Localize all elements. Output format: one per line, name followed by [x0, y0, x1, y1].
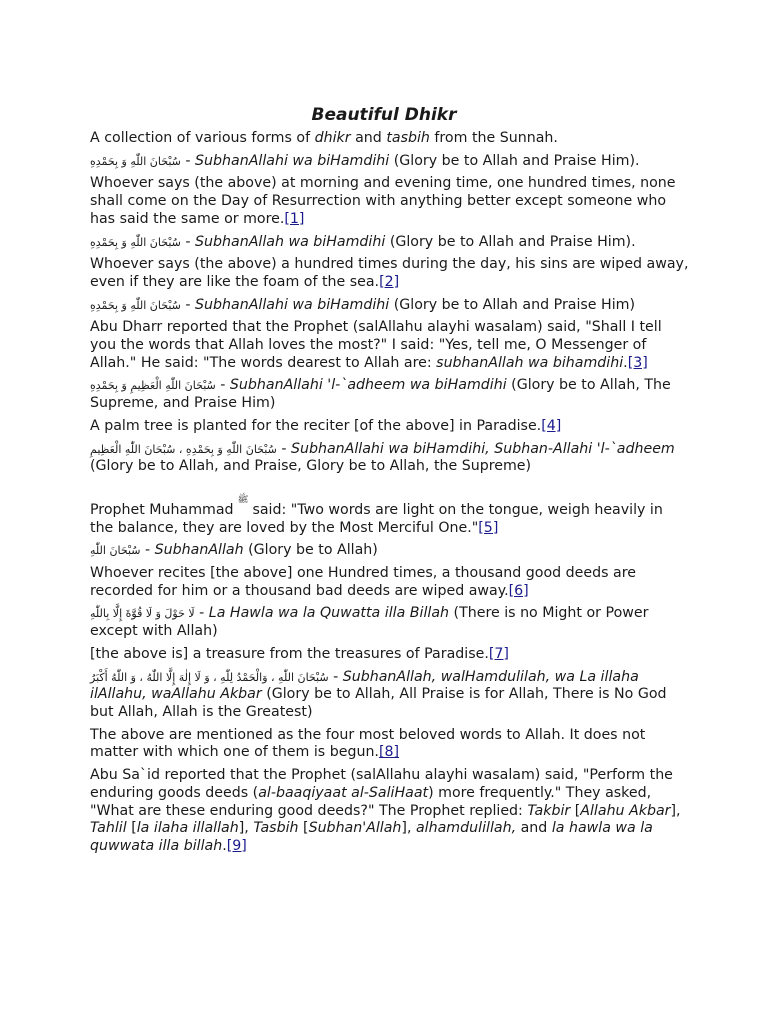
arabic-text: سُبْحَانَ اللّٰهِ وَ بِحَمْدِهِ [90, 154, 181, 168]
salutation-glyph: ﷺ [237, 494, 249, 505]
paragraph-text: ], [670, 802, 681, 819]
footnote-link-2[interactable]: [2] [379, 273, 400, 290]
arabic-text: سُبْحَانَ اللّٰهِ [90, 544, 141, 558]
italic-term: alhamdulillah, [415, 820, 517, 837]
dhikr-line-6 [90, 542, 690, 560]
footnote-link-3[interactable]: [3] [627, 354, 648, 371]
paragraph-text: Whoever recites [the above] one Hundred times, a thousand good deeds are recorded for him or a thousand bad deeds are wiped away. [90, 565, 636, 599]
translation: (Glory be to Allah, All Praise is for Allah, There is No God but Allah, Allah is the Greatest) [90, 686, 667, 720]
separator: - [180, 152, 196, 169]
paragraph-text: Prophet Muhammad [90, 501, 234, 518]
paragraph-text: [ [126, 820, 137, 837]
dhikr-line-7 [90, 605, 690, 640]
paragraph-text: ], [401, 820, 416, 837]
arabic-text: سُبْحَانَ اللّٰهِ وَ بِحَمْدِهِ [90, 298, 181, 312]
translation: (Glory be to Allah, The Supreme, and Praise Him) [90, 377, 671, 412]
transliteration: SubhanAllahi wa biHamdihi, Subhan-Allahi 'l-`adheem [290, 440, 675, 457]
hadith-paragraph-5 [90, 495, 690, 537]
paragraph-text: Abu Dharr reported that the Prophet (salAllahu alayhi wasalam) said, "Shall I tell you the words that Allah loves the most?" I said: "Yes, tell me, O Messenger of Allah." He said: "The words dearest to Allah are: [90, 319, 662, 371]
dhikr-line-8 [90, 669, 690, 722]
separator: - [328, 668, 343, 685]
footnote-link-5[interactable]: [5] [478, 519, 499, 536]
paragraph-text: [ [298, 820, 309, 837]
paragraph-text: Whoever says (the above) at morning and evening time, one hundred times, none shall come on the Day of Resurrection with anything better except someone who has said the same or more. [90, 175, 676, 227]
arabic-text: سُبْحَانَ اللّٰهِ وَ بِحَمْدِهِ ، سُبْحَانَ اللّٰهِ الْعَظِيمِ [90, 442, 277, 456]
hadith-paragraph-4 [90, 418, 690, 436]
dhikr-line-2 [90, 234, 690, 252]
document-body [90, 130, 690, 861]
separator: - [140, 542, 155, 559]
dhikr-line-5 [90, 441, 690, 476]
transliteration: SubhanAllahi wa biHamdihi [195, 296, 390, 313]
arabic-text: سُبْحَانَ اللّٰهِ وَ بِحَمْدِهِ [90, 235, 181, 249]
italic-term: Tasbih [253, 820, 299, 837]
hadith-paragraph-6 [90, 565, 690, 600]
italic-term: al-baaqiyaat al-SaliHaat [258, 784, 429, 801]
transliteration: SubhanAllah [154, 542, 244, 559]
footnote-link-1[interactable]: [1] [284, 210, 305, 227]
footnote-link-6[interactable]: [6] [508, 582, 529, 599]
separator: - [215, 377, 230, 394]
term-tasbih: tasbih [386, 130, 430, 146]
dhikr-line-1 [90, 153, 690, 171]
separator: - [276, 440, 291, 457]
translation: (Glory be to Allah) [243, 542, 378, 559]
footnote-link-4[interactable]: [4] [541, 417, 562, 434]
intro-text: A collection of various forms of [90, 130, 315, 146]
arabic-text: سُبْحَانَ اللّٰهِ ، وَالْحَمْدُ لِلّٰهِ ، وَ لَا إِلٰهَ إِلَّا اللّٰهُ ، وَ اللّٰهُ أَكْبَرُ [90, 670, 329, 684]
dhikr-line-4 [90, 377, 690, 412]
transliteration: SubhanAllah, walHamdulilah, wa La illaha ilAllahu, waAllahu Akbar [90, 668, 639, 703]
separator: - [180, 233, 196, 250]
paragraph-text: [ [570, 802, 581, 819]
paragraph-text: Abu Sa`id reported that the Prophet (salAllahu alayhi wasalam) said, "Perform the enduring goods deeds ( [90, 767, 673, 801]
separator: - [180, 296, 196, 313]
transliteration: SubhanAllah wa biHamdihi [195, 233, 386, 250]
transliteration: SubhanAllahi 'l-`adheem wa biHamdihi [229, 377, 507, 394]
transliteration: La Hawla wa la Quwatta illa Billah [208, 605, 450, 622]
hadith-paragraph-9 [90, 767, 690, 856]
intro-text: and [350, 130, 387, 146]
italic-term: Allahu Akbar [580, 802, 671, 819]
translation: (Glory be to Allah and Praise Him) [389, 296, 636, 313]
hadith-paragraph-8 [90, 727, 690, 762]
italic-term: la hawla wa la quwwata illa billah [90, 820, 653, 854]
italic-term: la ilaha illallah [136, 820, 239, 837]
paragraph-text: The above are mentioned as the four most beloved words to Allah. It does not matter with which one of them is begun. [90, 726, 646, 761]
paragraph-text: ) more frequently." They asked, "What are these enduring good deeds?" The Prophet replied: [90, 784, 652, 819]
paragraph-text: said: "Two words are light on the tongue, weigh heavily in the balance, they are loved by the Most Merciful One." [90, 501, 663, 536]
hadith-paragraph-2 [90, 256, 690, 291]
paragraph-text: . [222, 837, 227, 854]
footnote-link-9[interactable]: [9] [226, 837, 247, 854]
arabic-text: سُبْحَانَ اللّٰهِ الْعَظِيمِ وَ بِحَمْدِهِ [90, 379, 216, 393]
footnote-link-8[interactable]: [8] [378, 744, 400, 761]
intro-paragraph [90, 130, 690, 148]
page-title: Beautiful Dhikr [311, 105, 457, 125]
intro-text: from the Sunnah. [429, 130, 558, 146]
translation: (Glory be to Allah, and Praise, Glory be to Allah, the Supreme) [90, 458, 532, 475]
paragraph-text: [the above is] a treasure from the treasures of Paradise. [90, 645, 489, 662]
dhikr-line-3 [90, 297, 690, 315]
hadith-paragraph-7 [90, 646, 690, 664]
translation: (Glory be to Allah and Praise Him). [389, 152, 640, 169]
spacer [90, 481, 690, 495]
italic-term: Tahlil [90, 820, 127, 837]
arabic-text: لَا حَوْلَ وَ لَا قُوَّةَ إِلَّا بِاللّٰهِ [90, 607, 195, 621]
paragraph-text: A palm tree is planted for the reciter [of the above] in Paradise. [90, 417, 542, 434]
paragraph-text: ], [238, 820, 254, 837]
translation: (Glory be to Allah and Praise Him). [385, 233, 636, 250]
hadith-paragraph-1 [90, 175, 690, 228]
footnote-link-7[interactable]: [7] [488, 645, 509, 662]
paragraph-text: and [516, 820, 552, 837]
transliteration: subhanAllah wa bihamdihi [436, 354, 624, 371]
separator: - [194, 605, 209, 622]
term-dhikr: dhikr [314, 130, 351, 146]
paragraph-text: Whoever says (the above) a hundred times during the day, his sins are wiped away, even if they are like the foam of the sea. [90, 256, 689, 290]
italic-term: Takbir [527, 802, 571, 819]
italic-term: Subhan'Allah [308, 820, 402, 837]
transliteration: SubhanAllahi wa biHamdihi [195, 152, 390, 169]
translation: (There is no Might or Power except with Allah) [90, 605, 649, 640]
hadith-paragraph-3 [90, 319, 690, 372]
paragraph-text: . [623, 354, 628, 371]
